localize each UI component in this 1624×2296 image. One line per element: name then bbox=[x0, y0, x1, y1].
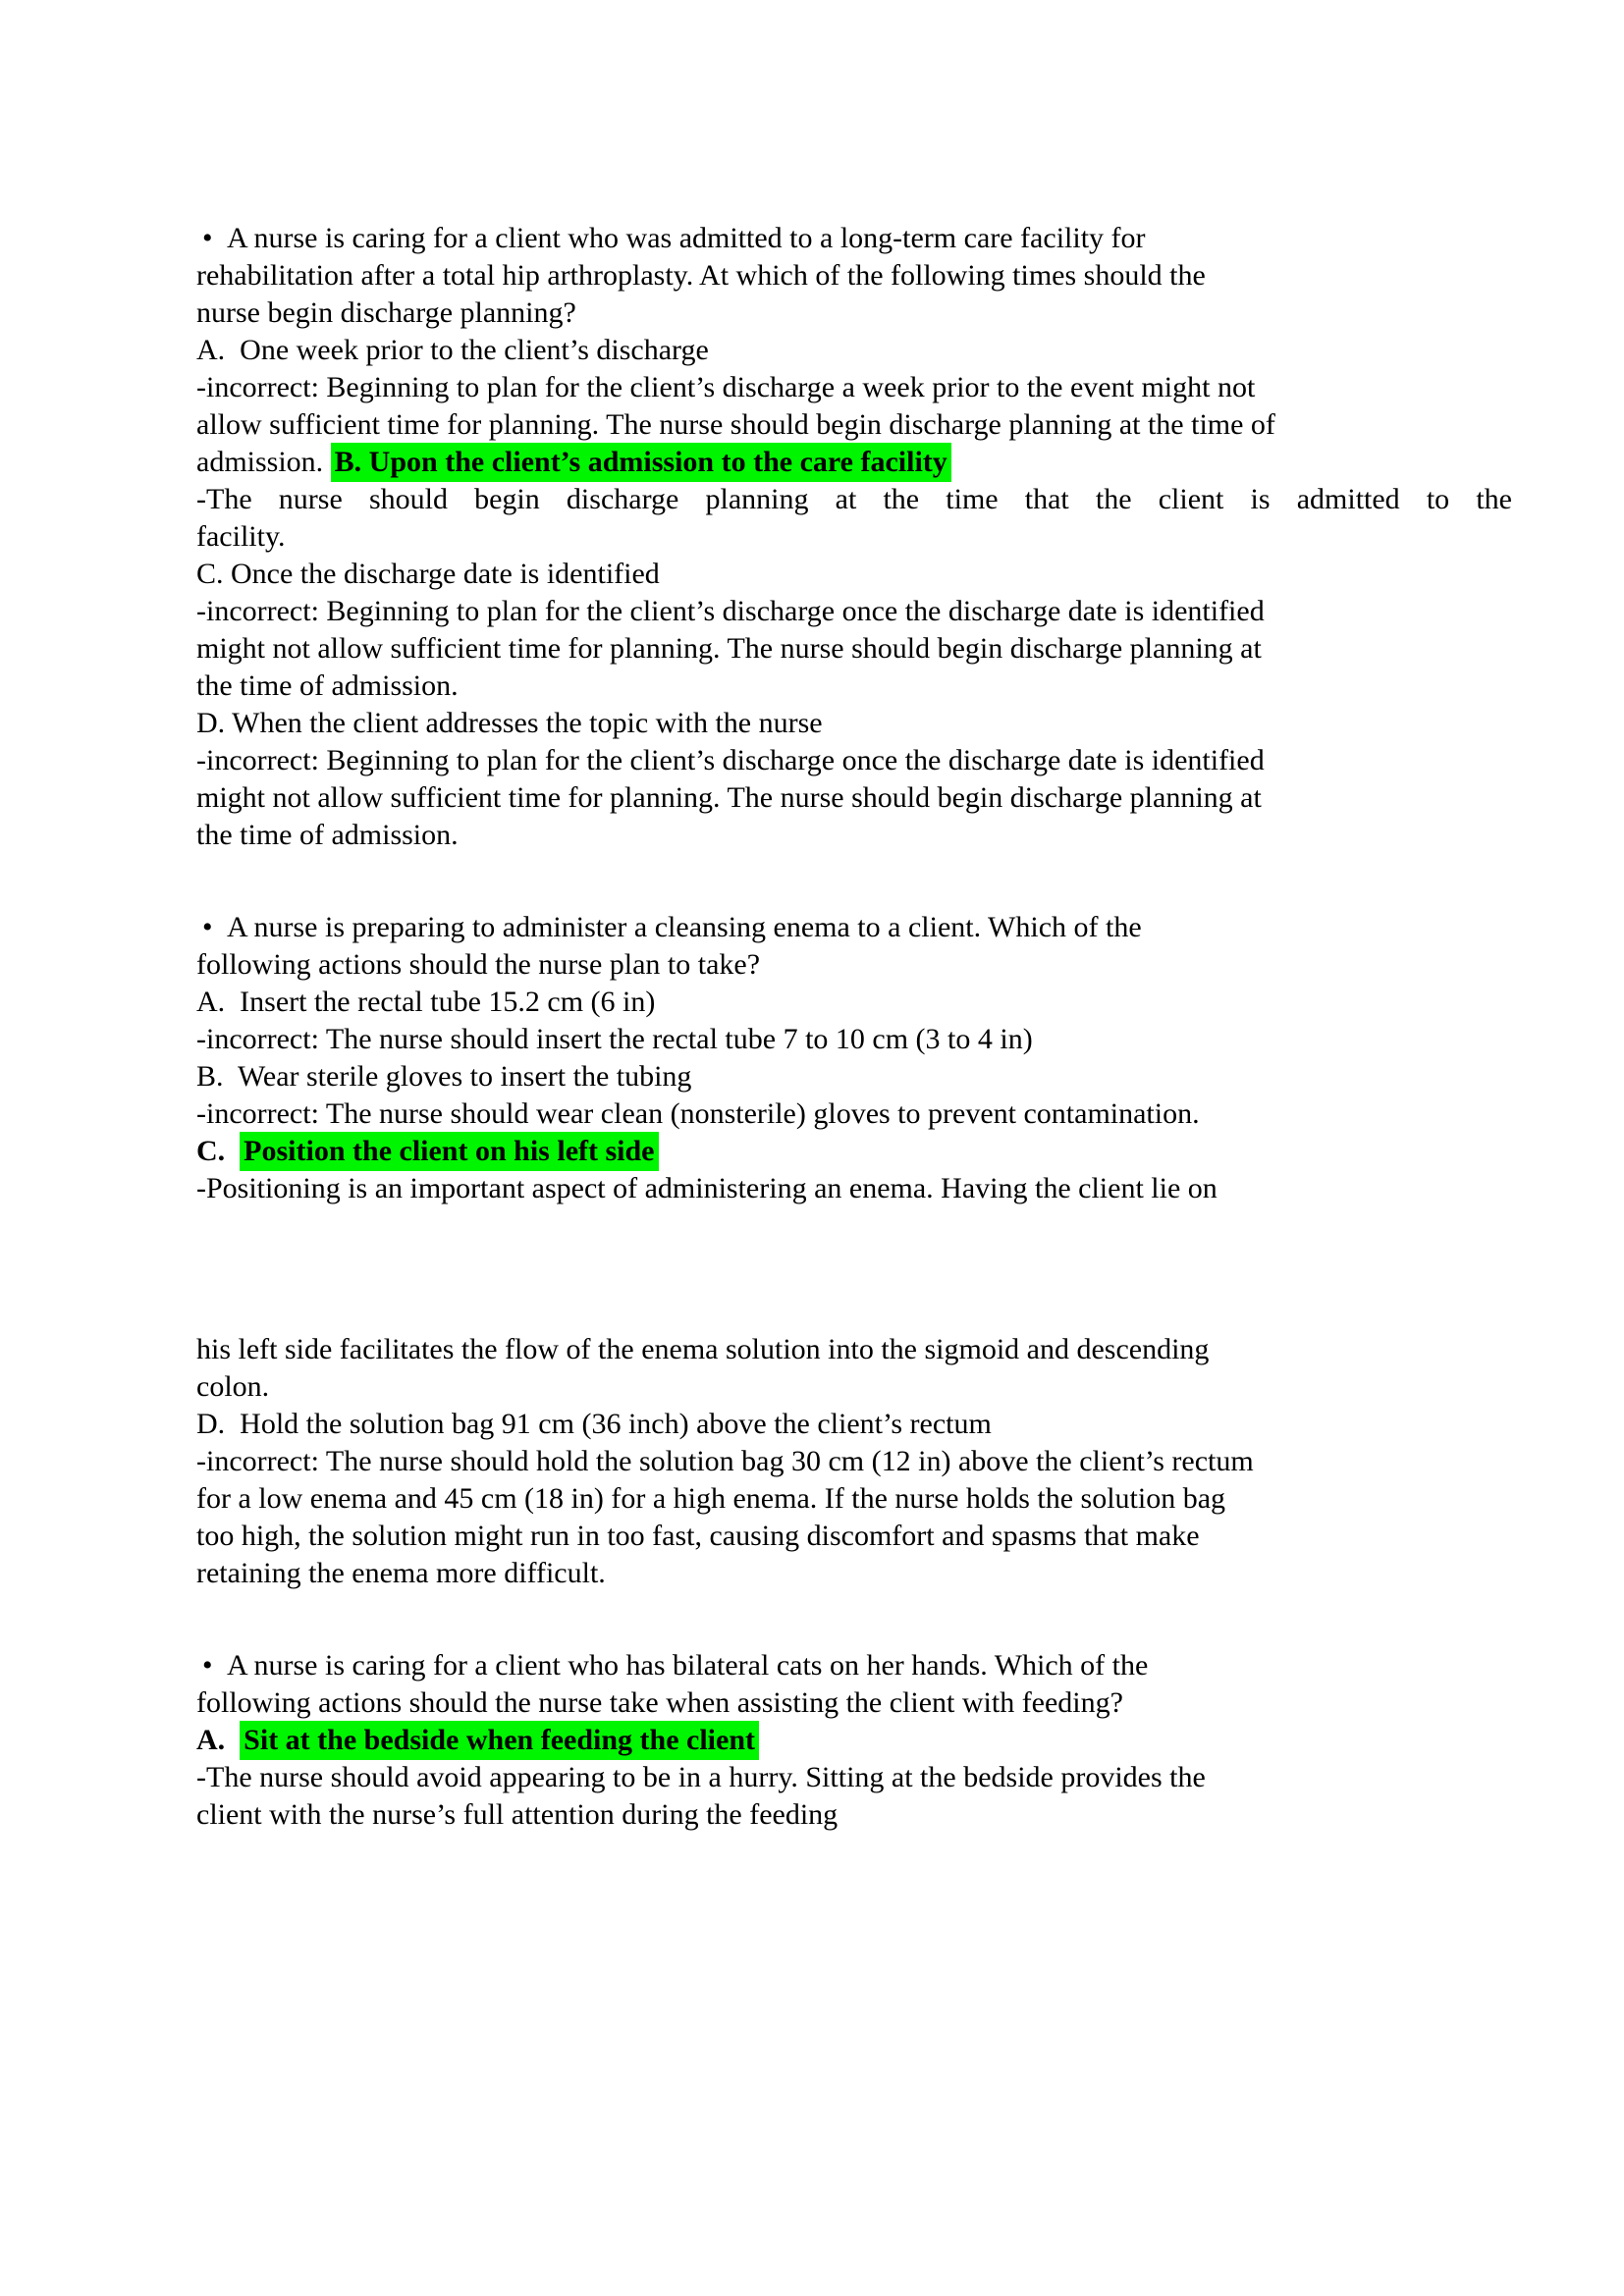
text-line bbox=[196, 984, 1512, 1021]
text-line bbox=[196, 1480, 1512, 1518]
text-segment: following actions should the nurse plan to take? bbox=[196, 948, 761, 981]
text-segment: C. bbox=[196, 1135, 241, 1167]
text-line bbox=[196, 742, 1512, 779]
text-segment: -incorrect: The nurse should insert the rectal tube 7 to 10 cm (3 to 4 in) bbox=[196, 1023, 1033, 1055]
question-stem-line bbox=[196, 1647, 1512, 1684]
text-line bbox=[196, 779, 1512, 817]
text-segment: D. When the client addresses the topic with the nurse bbox=[196, 707, 823, 739]
question-stem-line bbox=[196, 909, 1512, 946]
question-block bbox=[196, 909, 1512, 1592]
text-line bbox=[196, 667, 1512, 705]
text-line bbox=[196, 369, 1512, 406]
text-segment: B. Wear sterile gloves to insert the tubing bbox=[196, 1060, 692, 1093]
text-segment: might not allow sufficient time for planning. The nurse should begin discharge planning at bbox=[196, 781, 1262, 814]
text-line bbox=[196, 1759, 1512, 1796]
text-segment: -incorrect: The nurse should wear clean (nonsterile) gloves to prevent contamination. bbox=[196, 1097, 1200, 1130]
text-segment: admission. bbox=[196, 446, 331, 478]
text-segment: client with the nurse’s full attention during the feeding bbox=[196, 1798, 839, 1831]
text-segment: too high, the solution might run in too fast, causing discomfort and spasms that make bbox=[196, 1520, 1200, 1552]
text-line bbox=[196, 257, 1512, 294]
text-line bbox=[196, 946, 1512, 984]
text-segment: his left side facilitates the flow of the enema solution into the sigmoid and descending bbox=[196, 1333, 1210, 1365]
text-segment: retaining the enema more difficult. bbox=[196, 1557, 606, 1589]
text-line bbox=[196, 1133, 1512, 1170]
text-segment: allow sufficient time for planning. The nurse should begin discharge planning at the time of bbox=[196, 408, 1275, 441]
text-line bbox=[196, 1684, 1512, 1722]
text-line bbox=[196, 630, 1512, 667]
text-segment: -The nurse should avoid appearing to be in a hurry. Sitting at the bedside provides the bbox=[196, 1761, 1206, 1793]
text-line bbox=[196, 1406, 1512, 1443]
text-line bbox=[196, 1368, 1512, 1406]
text-segment: A nurse is preparing to administer a cleansing enema to a client. Which of the bbox=[227, 911, 1142, 943]
text-segment: might not allow sufficient time for planning. The nurse should begin discharge planning at bbox=[196, 632, 1262, 665]
text-segment: -incorrect: Beginning to plan for the client’s discharge once the discharge date is identified bbox=[196, 595, 1265, 627]
text-segment: D. Hold the solution bag 91 cm (36 inch) above the client’s rectum bbox=[196, 1408, 992, 1440]
text-segment: rehabilitation after a total hip arthroplasty. At which of the following times should the bbox=[196, 259, 1206, 292]
text-segment: facility. bbox=[196, 520, 286, 553]
text-line bbox=[196, 1095, 1512, 1133]
text-segment: -incorrect: The nurse should hold the solution bag 30 cm (12 in) above the client’s rectum bbox=[196, 1445, 1254, 1477]
highlighted-answer: Position the client on his left side bbox=[240, 1132, 658, 1171]
text-line bbox=[196, 556, 1512, 593]
bullet-icon: • bbox=[202, 1649, 213, 1682]
question-block bbox=[196, 1647, 1512, 1834]
text-line bbox=[196, 444, 1512, 481]
text-segment: -The nurse should begin discharge planning at the time that the client is admitted to the bbox=[196, 483, 1512, 515]
text-segment: following actions should the nurse take when assisting the client with feeding? bbox=[196, 1686, 1123, 1719]
text-segment: -incorrect: Beginning to plan for the client’s discharge once the discharge date is identified bbox=[196, 744, 1265, 776]
text-segment: colon. bbox=[196, 1370, 270, 1403]
text-line bbox=[196, 1170, 1512, 1207]
text-segment: the time of admission. bbox=[196, 669, 459, 702]
text-segment: C. Once the discharge date is identified bbox=[196, 558, 660, 590]
text-line bbox=[196, 1058, 1512, 1095]
text-line bbox=[196, 1331, 1512, 1368]
bullet-icon: • bbox=[202, 911, 213, 943]
text-line bbox=[196, 481, 1512, 518]
text-line bbox=[196, 705, 1512, 742]
text-segment: A nurse is caring for a client who was admitted to a long-term care facility for bbox=[227, 222, 1146, 254]
text-line bbox=[196, 332, 1512, 369]
text-segment: the time of admission. bbox=[196, 819, 459, 851]
text-segment: A nurse is caring for a client who has bilateral cats on her hands. Which of the bbox=[227, 1649, 1149, 1682]
text-line bbox=[196, 1021, 1512, 1058]
bullet-icon: • bbox=[202, 222, 213, 254]
text-segment: A. One week prior to the client’s discharge bbox=[196, 334, 709, 366]
text-line bbox=[196, 1518, 1512, 1555]
text-segment: for a low enema and 45 cm (18 in) for a high enema. If the nurse holds the solution bag bbox=[196, 1482, 1226, 1515]
text-line bbox=[196, 294, 1512, 332]
text-line bbox=[196, 1722, 1512, 1759]
document-text-body bbox=[196, 220, 1512, 1834]
highlighted-answer: B. Upon the client’s admission to the care facility bbox=[331, 443, 951, 482]
text-line bbox=[196, 1796, 1512, 1834]
text-line bbox=[196, 406, 1512, 444]
text-line bbox=[196, 817, 1512, 854]
text-line bbox=[196, 1555, 1512, 1592]
question-stem-line bbox=[196, 220, 1512, 257]
text-line bbox=[196, 518, 1512, 556]
highlighted-answer: Sit at the bedside when feeding the client bbox=[240, 1721, 759, 1760]
text-segment: A. Insert the rectal tube 15.2 cm (6 in) bbox=[196, 986, 656, 1018]
text-line bbox=[196, 1443, 1512, 1480]
text-segment: -incorrect: Beginning to plan for the client’s discharge a week prior to the event might not bbox=[196, 371, 1256, 403]
text-segment: -Positioning is an important aspect of administering an enema. Having the client lie on bbox=[196, 1172, 1218, 1204]
text-segment: A. bbox=[196, 1724, 241, 1756]
question-block bbox=[196, 220, 1512, 854]
text-segment: nurse begin discharge planning? bbox=[196, 296, 576, 329]
text-line bbox=[196, 593, 1512, 630]
